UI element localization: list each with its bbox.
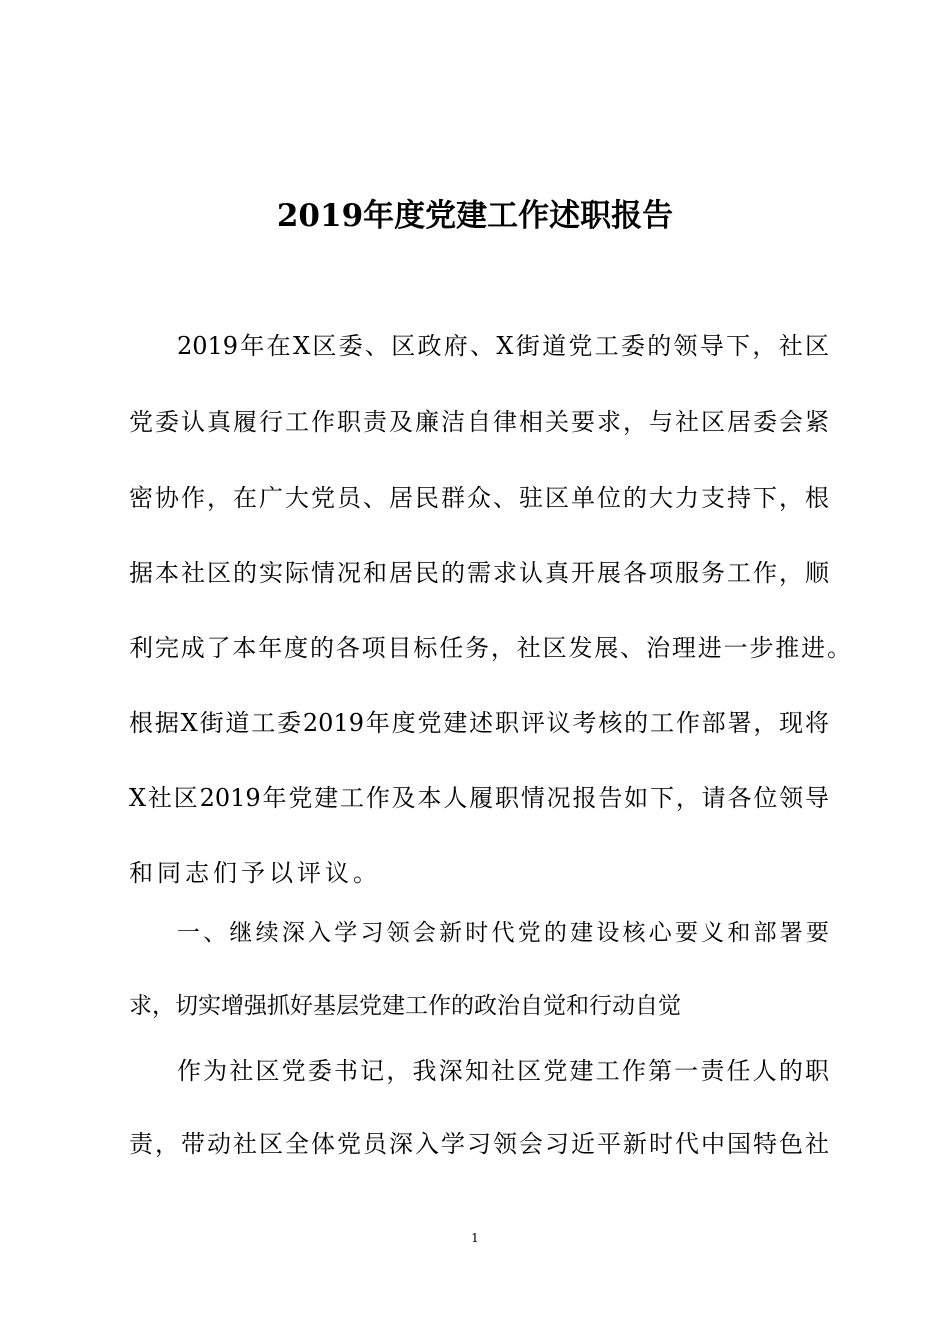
page-number: 1 [471,1231,479,1245]
paragraph-line: 密协作，在广大党员、居民群众、驻区单位的大力支持下，根 [129,484,829,512]
document-title: 2019年度党建工作述职报告 [276,198,674,234]
paragraph-line: 和同志们予以评议。 [129,859,381,887]
paragraph-line: 作为社区党委书记，我深知社区党建工作第一责任人的职 [177,1057,829,1085]
heading-line: 一、继续深入学习领会新时代党的建设核心要义和部署要 [177,920,829,946]
paragraph-line: X社区2019年党建工作及本人履职情况报告如下，请各位领导 [129,784,829,812]
paragraph-line: 据本社区的实际情况和居民的需求认真开展各项服务工作，顺 [129,559,829,587]
paragraph-line: 党委认真履行工作职责及廉洁自律相关要求，与社区居委会紧 [129,408,829,436]
paragraph-line: 根据X街道工委2019年度党建述职评议考核的工作部署，现将 [129,709,829,737]
paragraph-line: 利完成了本年度的各项目标任务，社区发展、治理进一步推进。 [129,634,851,662]
paragraph-line: 2019年在X区委、区政府、X街道党工委的领导下，社区 [177,332,829,360]
heading-line: 求，切实增强抓好基层党建工作的政治自觉和行动自觉 [129,993,681,1019]
paragraph-line: 责，带动社区全体党员深入学习领会习近平新时代中国特色社 [129,1130,829,1158]
